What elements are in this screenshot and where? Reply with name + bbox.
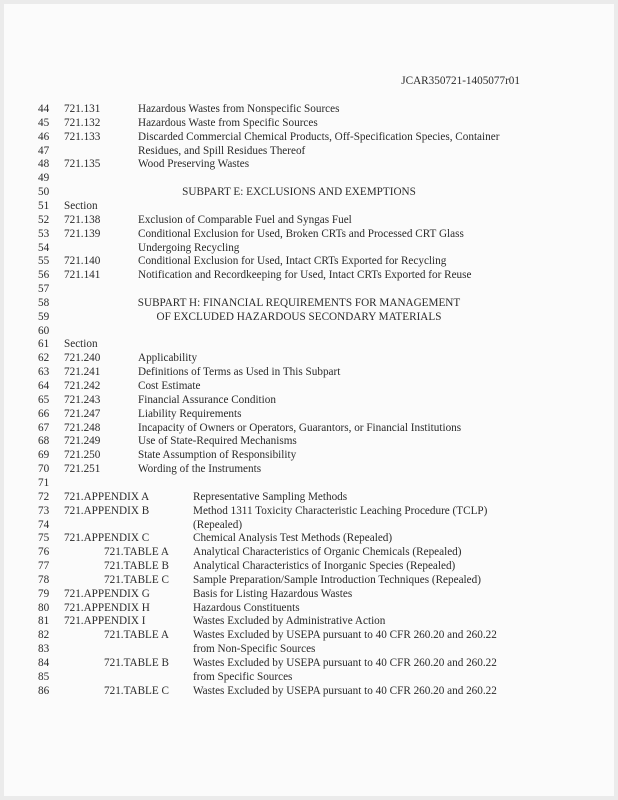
section-number: 721.251 <box>64 463 101 476</box>
section-number: 721.140 <box>64 255 101 268</box>
line-number: 72 <box>38 490 50 503</box>
subpart-heading: SUBPART H: FINANCIAL REQUIREMENTS FOR MANAGEMENT <box>137 296 461 309</box>
appendix-title: Hazardous Constituents <box>193 601 300 614</box>
line-number: 81 <box>38 615 50 628</box>
section-title: Wording of the Instruments <box>138 463 262 476</box>
document-line <box>4 656 614 670</box>
appendix-title: Chemical Analysis Test Methods (Repealed) <box>193 532 393 545</box>
appendix-number: 721.APPENDIX G <box>64 587 150 600</box>
section-number: 721.131 <box>64 103 101 115</box>
section-number: 721.243 <box>64 393 101 406</box>
line-number: 79 <box>38 587 50 600</box>
document-line <box>4 157 614 171</box>
appendix-title: Wastes Excluded by Administrative Action <box>193 615 386 628</box>
table-title: Analytical Characteristics of Organic Chemicals (Repealed) <box>193 546 462 559</box>
section-number: 721.132 <box>64 116 101 129</box>
document-line <box>4 185 614 199</box>
section-number: 721.139 <box>64 227 101 240</box>
document-line <box>4 476 614 490</box>
line-number: 69 <box>38 449 50 462</box>
table-title: Wastes Excluded by USEPA pursuant to 40 CFR 260.20 and 260.22 <box>193 657 497 669</box>
line-number: 70 <box>38 463 50 476</box>
section-number: 721.249 <box>64 435 101 448</box>
section-number: Section <box>64 199 98 212</box>
line-number: 62 <box>38 352 50 365</box>
section-title: Wood Preserving Wastes <box>138 158 250 171</box>
line-number: 50 <box>38 186 50 199</box>
line-number: 67 <box>38 421 50 434</box>
section-title: Applicability <box>138 352 198 365</box>
document-line <box>4 365 614 379</box>
line-number: 75 <box>38 532 50 545</box>
document-line <box>4 642 614 656</box>
line-number: 83 <box>38 643 50 656</box>
line-number: 85 <box>38 670 50 683</box>
table-title: from Non-Specific Sources <box>193 643 316 656</box>
document-line <box>4 254 614 268</box>
document-line <box>4 282 614 296</box>
document-line <box>4 573 614 587</box>
document-line <box>4 268 614 282</box>
document-line <box>4 199 614 213</box>
line-number: 46 <box>38 130 50 143</box>
section-number: 721.241 <box>64 366 101 379</box>
table-title: Analytical Characteristics of Inorganic Species (Repealed) <box>193 560 456 573</box>
line-number: 45 <box>38 116 50 129</box>
line-number: 77 <box>38 560 50 573</box>
line-number: 60 <box>38 324 50 337</box>
table-number: 721.TABLE C <box>104 573 169 586</box>
section-title: Use of State-Required Mechanisms <box>138 435 297 448</box>
document-line <box>4 504 614 518</box>
appendix-title: (Repealed) <box>193 518 243 531</box>
line-number: 55 <box>38 255 50 268</box>
line-number: 86 <box>38 684 50 697</box>
line-number: 74 <box>38 518 50 531</box>
line-number: 63 <box>38 366 50 379</box>
section-number: Section <box>64 338 98 351</box>
subpart-heading: OF EXCLUDED HAZARDOUS SECONDARY MATERIALS <box>156 310 442 323</box>
section-title: Financial Assurance Condition <box>138 393 276 406</box>
section-title: State Assumption of Responsibility <box>138 449 297 462</box>
line-number: 59 <box>38 310 50 323</box>
document-line <box>4 171 614 185</box>
document-line <box>4 393 614 407</box>
line-number: 71 <box>38 476 50 489</box>
document-line <box>4 241 614 255</box>
section-title: Hazardous Wastes from Nonspecific Sources <box>138 103 340 115</box>
table-number: 721.TABLE A <box>104 546 169 559</box>
line-number: 64 <box>38 380 50 392</box>
appendix-title: Representative Sampling Methods <box>193 490 348 503</box>
subpart-heading: SUBPART E: EXCLUSIONS AND EXEMPTIONS <box>182 186 416 199</box>
document-line <box>4 628 614 642</box>
document-line <box>4 559 614 573</box>
appendix-number: 721.APPENDIX A <box>64 490 150 503</box>
document-line <box>4 614 614 628</box>
document-line <box>4 587 614 601</box>
appendix-title: Basis for Listing Hazardous Wastes <box>193 587 353 600</box>
document-line <box>4 684 614 698</box>
table-title: Sample Preparation/Sample Introduction Techniques (Repealed) <box>193 573 481 586</box>
line-number: 80 <box>38 601 50 614</box>
line-number: 61 <box>38 338 50 351</box>
line-number: 52 <box>38 213 50 226</box>
section-title: Liability Requirements <box>138 407 242 420</box>
document-line <box>4 407 614 421</box>
document-line <box>4 434 614 448</box>
line-number: 56 <box>38 269 50 282</box>
line-number: 51 <box>38 199 50 212</box>
appendix-number: 721.APPENDIX I <box>64 615 146 628</box>
document-line <box>4 351 614 365</box>
line-number: 66 <box>38 407 50 420</box>
document-line <box>4 601 614 615</box>
section-title: Incapacity of Owners or Operators, Guarantors, or Financial Institutions <box>138 421 462 434</box>
section-number: 721.250 <box>64 449 101 462</box>
document-line <box>4 324 614 338</box>
section-title: Definitions of Terms as Used in This Subpart <box>138 366 341 379</box>
section-number: 721.141 <box>64 269 101 282</box>
document-line <box>4 144 614 158</box>
section-title: Hazardous Waste from Specific Sources <box>138 116 318 129</box>
section-title: Exclusion of Comparable Fuel and Syngas Fuel <box>138 213 352 226</box>
line-number: 48 <box>38 158 50 171</box>
section-title: Discarded Commercial Chemical Products, Off-Specification Species, Container <box>138 130 500 143</box>
table-number: 721.TABLE B <box>104 657 169 669</box>
section-title: Notification and Recordkeeping for Used, Intact CRTs Exported for Reuse <box>138 269 472 282</box>
line-number: 84 <box>38 657 50 669</box>
line-number: 54 <box>38 241 50 254</box>
line-number: 58 <box>38 296 50 309</box>
section-title: Conditional Exclusion for Used, Intact CRTs Exported for Recycling <box>138 255 447 268</box>
table-number: 721.TABLE C <box>104 684 169 697</box>
document-line <box>4 448 614 462</box>
section-number: 721.247 <box>64 407 101 420</box>
document-line <box>4 130 614 144</box>
section-number: 721.135 <box>64 158 101 171</box>
table-number: 721.TABLE A <box>104 629 169 642</box>
line-number: 73 <box>38 504 50 517</box>
section-title: Conditional Exclusion for Used, Broken CRTs and Processed CRT Glass <box>138 227 464 240</box>
line-number: 76 <box>38 546 50 559</box>
line-number: 53 <box>38 227 50 240</box>
line-number: 44 <box>38 103 50 115</box>
section-number: 721.138 <box>64 213 101 226</box>
section-number: 721.248 <box>64 421 101 434</box>
document-line <box>4 337 614 351</box>
document-line <box>4 102 614 116</box>
appendix-number: 721.APPENDIX B <box>64 504 150 517</box>
appendix-number: 721.APPENDIX C <box>64 532 150 545</box>
document-line <box>4 545 614 559</box>
table-number: 721.TABLE B <box>104 560 169 573</box>
document-line <box>4 531 614 545</box>
document-line <box>4 379 614 393</box>
appendix-number: 721.APPENDIX H <box>64 601 150 614</box>
table-title: Wastes Excluded by USEPA pursuant to 40 CFR 260.20 and 260.22 <box>193 629 497 642</box>
section-title: Cost Estimate <box>138 380 201 392</box>
section-number: 721.240 <box>64 352 101 365</box>
document-line <box>4 296 614 310</box>
appendix-title: Method 1311 Toxicity Characteristic Leaching Procedure (TCLP) <box>193 504 488 517</box>
document-line <box>4 310 614 324</box>
document-line <box>4 518 614 532</box>
line-number: 82 <box>38 629 50 642</box>
line-number: 47 <box>38 144 50 157</box>
section-number: 721.242 <box>64 380 101 392</box>
line-number: 78 <box>38 573 50 586</box>
line-number: 49 <box>38 172 50 185</box>
document-line <box>4 670 614 684</box>
document-page <box>4 4 614 796</box>
table-title: from Specific Sources <box>193 670 293 683</box>
document-line <box>4 213 614 227</box>
document-line <box>4 227 614 241</box>
document-line <box>4 462 614 476</box>
document-line <box>4 421 614 435</box>
line-number: 65 <box>38 393 50 406</box>
document-id: JCAR350721-1405077r01 <box>401 75 520 87</box>
section-title: Undergoing Recycling <box>138 241 240 254</box>
table-title: Wastes Excluded by USEPA pursuant to 40 CFR 260.20 and 260.22 <box>193 684 497 697</box>
line-number: 57 <box>38 283 50 296</box>
section-title: Residues, and Spill Residues Thereof <box>138 144 306 157</box>
document-line <box>4 490 614 504</box>
line-number: 68 <box>38 435 50 448</box>
section-number: 721.133 <box>64 130 101 143</box>
document-line <box>4 116 614 130</box>
